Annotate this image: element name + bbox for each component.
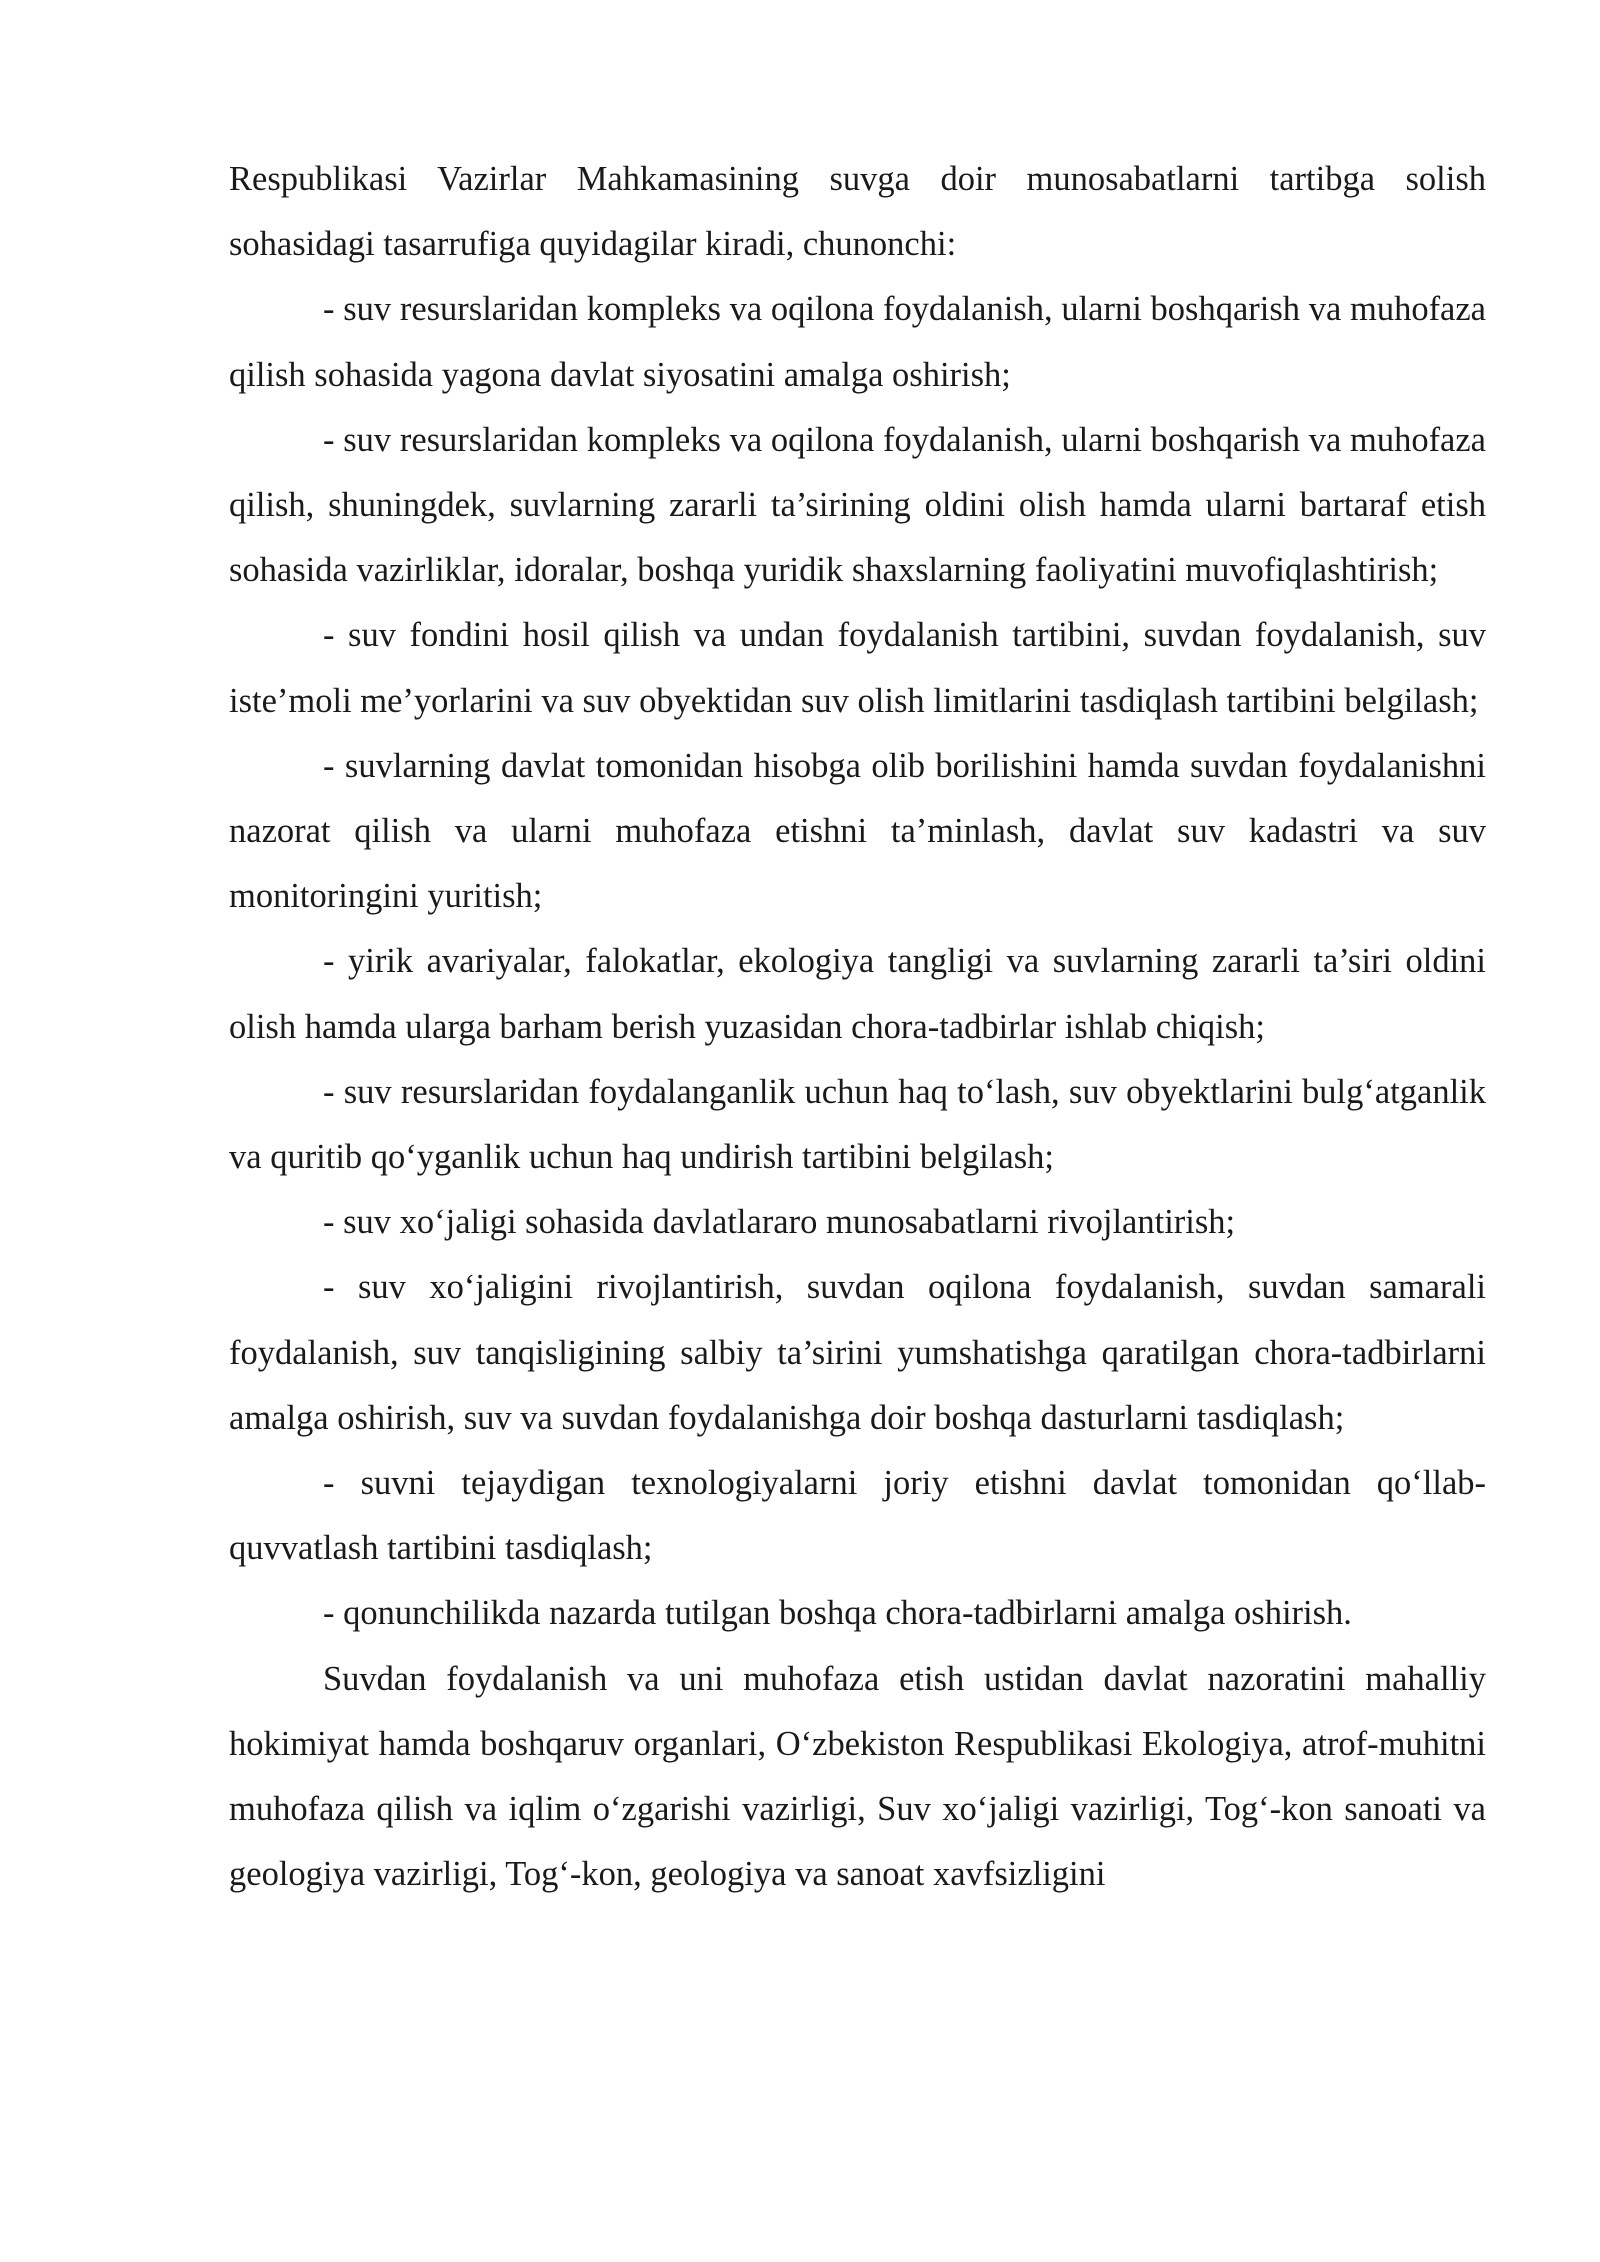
list-item: - suv resurslaridan kompleks va oqilona foydalanish, ularni boshqarish va muhofaza qilish sohasida yagona davlat siyosatini amalga oshirish; bbox=[229, 290, 1486, 394]
paragraph-continuation: Respublikasi Vazirlar Mahkamasining suvga doir munosabatlarni tartibga solish sohasidagi tasarrufiga quyidagilar kiradi, chunonchi: bbox=[229, 160, 1486, 264]
list-item: - suvlarning davlat tomonidan hisobga olib borilishini hamda suvdan foydalanishni nazorat qilish va ularni muhofaza etishni ta’minlash, davlat suv kadastri va suv monitoringini yuritish; bbox=[229, 746, 1486, 916]
list-item: - qonunchilikda nazarda tutilgan boshqa chora-tadbirlarni amalga oshirish. bbox=[323, 1594, 1352, 1633]
list-item: - yirik avariyalar, falokatlar, ekologiya tangligi va suvlarning zararli ta’siri oldini olish hamda ularga barham berish yuzasidan chora-tadbirlar ishlab chiqish; bbox=[229, 942, 1486, 1046]
list-item: - suv resurslaridan foydalanganlik uchun haq to‘lash, suv obyektlarini bulg‘atganlik va quritib qo‘yganlik uchun haq undirish tartibini belgilash; bbox=[229, 1072, 1486, 1177]
body-paragraph: Suvdan foydalanish va uni muhofaza etish ustidan davlat nazoratini mahalliy hokimiyat hamda boshqaruv organlari, O‘zbekiston Respublikasi Ekologiya, atrof-muhitni muhofaza qilish va iqlim o‘zgarishi vazirligi, Suv xo‘jaligi vazirligi, Tog‘-kon sanoati va geologiya vazirligi, Tog‘-kon, geologiya va sanoat xavfsizligini bbox=[229, 1659, 1486, 1894]
list-item: - suv resurslaridan kompleks va oqilona foydalanish, ularni boshqarish va muhofaza qilish, shuningdek, suvlarning zararli ta’sirining oldini olish hamda ularni bartaraf etish sohasida vazirliklar, idoralar, boshqa yuridik shaxslarning faoliyatini muvofiqlashtirish; bbox=[229, 420, 1486, 590]
document-body bbox=[229, 147, 1486, 1907]
list-item: - suvni tejaydigan texnologiyalarni joriy etishni davlat tomonidan qo‘llab-quvvatlash tartibini tasdiqlash; bbox=[229, 1464, 1486, 1568]
list-item: - suv xo‘jaligi sohasida davlatlararo munosabatlarni rivojlantirish; bbox=[323, 1203, 1236, 1242]
list-item: - suv fondini hosil qilish va undan foydalanish tartibini, suvdan foydalanish, suv iste’moli me’yorlarini va suv obyektidan suv olish limitlarini tasdiqlash tartibini belgilash; bbox=[229, 616, 1486, 720]
list-item: - suv xo‘jaligini rivojlantirish, suvdan oqilona foydalanish, suvdan samarali foydalanish, suv tanqisligining salbiy ta’sirini yumshatishga qaratilgan chora-tadbirlarni amalga oshirish, suv va suvdan foydalanishga doir boshqa dasturlarni tasdiqlash; bbox=[229, 1268, 1486, 1437]
